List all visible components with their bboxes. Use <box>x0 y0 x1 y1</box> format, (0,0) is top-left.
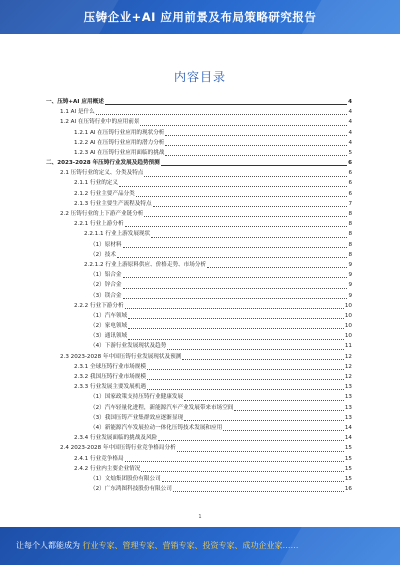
toc-leader <box>234 410 343 411</box>
toc-entry[interactable] <box>46 168 352 178</box>
toc-entry-page: 9 <box>348 261 352 268</box>
toc-leader <box>128 339 344 340</box>
toc-entry-label: （2）汽车轻量化进程，新能源汽车产业发展带来市场空间 <box>90 404 234 411</box>
toc-entry-page: 12 <box>344 374 352 381</box>
toc-entry-label: 2.2.1 行业上游分析 <box>74 221 124 228</box>
toc-entry-label: 2.2.1.1 行业上游发展现状 <box>84 231 151 238</box>
toc-entry-label: （2）技术 <box>90 251 116 258</box>
toc-entry-page: 13 <box>344 384 352 391</box>
toc-entry-page: 15 <box>344 445 352 452</box>
toc-entry-page: 13 <box>344 394 352 401</box>
toc-entry-label: 2.2.2 行业下游分析 <box>74 302 124 309</box>
toc-leader <box>147 389 344 390</box>
toc-entry-page: 14 <box>344 424 352 431</box>
toc-entry-page: 8 <box>348 251 352 258</box>
toc-entry-page: 4 <box>348 109 352 116</box>
toc-entry[interactable] <box>46 250 352 260</box>
toc-leader <box>153 206 348 207</box>
toc-heading: 内容目录 <box>173 70 226 84</box>
toc-entry[interactable] <box>46 311 352 321</box>
toc-leader <box>161 165 347 166</box>
toc-entry-label: 2.3.4 行业发展面临的挑战及风险 <box>74 435 158 442</box>
toc-entry-label: 2.3 2023-2028 年中国压铸行业发展现状及预测 <box>60 353 182 360</box>
toc-entry-page: 12 <box>344 363 352 370</box>
toc-entry-label: 2.2 压铸行业的上下游产业链分析 <box>60 211 144 218</box>
toc-entry-label: （3）我国压铸产业集群效应逐渐显现 <box>90 414 184 421</box>
toc-entry[interactable] <box>46 413 352 423</box>
toc-entry-label: 2.1 压铸行业的定义、分类及特点 <box>60 170 144 177</box>
toc-entry[interactable] <box>46 128 352 138</box>
toc-entry-label: （1）国家政策支持压铸行业健康发展 <box>90 394 184 401</box>
toc-entry-page: 10 <box>344 333 352 340</box>
toc-entry[interactable] <box>46 474 352 484</box>
toc-entry-label: （1）文灿集团股份有限公司 <box>90 475 161 482</box>
toc-leader <box>141 471 344 472</box>
toc-entry-label: （3）镁合金 <box>90 292 122 299</box>
toc-entry[interactable] <box>46 301 352 311</box>
toc-entry[interactable] <box>46 138 352 148</box>
toc-entry[interactable] <box>46 179 352 189</box>
toc-entry-page: 12 <box>344 353 352 360</box>
toc-entry-page: 6 <box>348 190 352 197</box>
toc-leader <box>119 186 347 187</box>
toc-leader <box>117 257 348 258</box>
toc-leader <box>173 491 344 492</box>
toc-entry-label: 2.4 2023-2028 年中国压铸行业竞争格局分析 <box>60 445 176 452</box>
header-banner <box>0 0 400 34</box>
toc-leader <box>177 451 344 452</box>
toc-entry-label: 1.2.3 AI 在压铸行业应用面临的挑战 <box>74 149 165 156</box>
toc-entry[interactable] <box>46 423 352 433</box>
toc-leader <box>147 379 344 380</box>
toc-entry-page: 9 <box>348 292 352 299</box>
toc-entry[interactable] <box>46 464 352 474</box>
toc-entry-page: 6 <box>348 180 352 187</box>
footer-slogan <box>16 540 299 551</box>
toc-entry-label: 一、压铸+AI 应用概述 <box>46 98 104 105</box>
toc-leader <box>147 369 344 370</box>
toc-entry[interactable] <box>46 403 352 413</box>
toc-entry-page: 4 <box>348 119 352 126</box>
toc-entry-label: （2）广东鸿图科技股份有限公司 <box>90 486 172 493</box>
toc-entry[interactable] <box>46 148 352 158</box>
toc-leader <box>123 298 348 299</box>
footer-slogan-highlight: 行业专家、管理专家、营销专家、投资专家、成功企业家…… <box>82 541 299 550</box>
toc-entry[interactable] <box>46 280 352 290</box>
toc-entry-page: 4 <box>348 98 352 105</box>
toc-entry[interactable] <box>46 362 352 372</box>
toc-entry-label: （4）下游行业发展现状及趋势 <box>90 343 167 350</box>
toc-entry[interactable] <box>46 199 352 209</box>
toc-entry[interactable] <box>46 219 352 229</box>
toc-leader <box>162 481 344 482</box>
toc-entry[interactable] <box>46 372 352 382</box>
toc-entry[interactable] <box>46 321 352 331</box>
toc-entry[interactable] <box>46 189 352 199</box>
toc-entry-label: 二、2023-2028 年压铸行业发展及趋势预测 <box>46 160 160 167</box>
toc-entry-label: 1.2.2 AI 在压铸行业应用的潜力分析 <box>74 139 165 146</box>
toc-leader <box>125 461 344 462</box>
footer-slogan-prefix: 让每个人都能成为 <box>16 541 80 550</box>
toc-leader <box>182 359 344 360</box>
toc-entry[interactable] <box>46 229 352 239</box>
toc-entry-page: 8 <box>348 231 352 238</box>
toc-entry-label: 2.3.1 全球压铸行业市场规模 <box>74 363 146 370</box>
toc-leader <box>165 145 347 146</box>
toc-entry-page: 7 <box>348 200 352 207</box>
toc-entry-page: 15 <box>344 455 352 462</box>
toc-entry-label: （4）新能源汽车发展拉动一体化压铸技术发展和应用 <box>90 424 223 431</box>
toc-entry-label: 2.1.2 行业主要产品分类 <box>74 190 135 197</box>
toc-entry-label: 2.2.1.2 行业上游原料供应、价格走势、市场分析 <box>84 261 207 268</box>
toc-leader <box>123 277 348 278</box>
toc-leader <box>207 267 347 268</box>
toc-entry-page: 14 <box>344 435 352 442</box>
toc-entry[interactable] <box>46 107 352 117</box>
toc-leader <box>128 328 344 329</box>
toc-entry-label: 1.1 AI 是什么 <box>60 109 95 116</box>
toc-entry-label: 2.3.3 行业发展主要发展机遇 <box>74 384 146 391</box>
toc-leader <box>151 237 347 238</box>
toc-entry[interactable] <box>46 209 352 219</box>
toc-leader <box>165 155 347 156</box>
toc-leader <box>167 349 344 350</box>
toc-entry-page: 4 <box>348 129 352 136</box>
toc-entry[interactable] <box>46 158 352 168</box>
toc-entry[interactable] <box>46 240 352 250</box>
toc-leader <box>144 176 347 177</box>
toc-entry[interactable] <box>46 352 352 362</box>
toc-entry-label: （3）通讯领域 <box>90 333 128 340</box>
toc-leader <box>223 430 344 431</box>
toc-entry-page: 10 <box>344 312 352 319</box>
toc-entry-page: 9 <box>348 272 352 279</box>
report-title: 压铸企业+AI 应用前景及布局策略研究报告 <box>83 10 317 24</box>
toc-entry-label: 2.1.1 行业的定义 <box>74 180 118 187</box>
toc-entry[interactable] <box>46 433 352 443</box>
toc-entry[interactable] <box>46 484 352 494</box>
toc-entry[interactable] <box>46 342 352 352</box>
toc-entry-label: （1）汽车领域 <box>90 312 128 319</box>
toc-entry-page: 8 <box>348 211 352 218</box>
toc-entry-label: （2）家电领域 <box>90 323 128 330</box>
toc-entry[interactable] <box>46 331 352 341</box>
toc-entry-label: 1.2 AI 在压铸行业中的应用前景 <box>60 119 140 126</box>
toc-entry-page: 8 <box>348 221 352 228</box>
toc-entry[interactable] <box>46 392 352 402</box>
toc-entry-page: 4 <box>348 139 352 146</box>
toc-entry-page: 6 <box>348 160 352 167</box>
toc-entry[interactable] <box>46 260 352 270</box>
toc-leader <box>184 400 344 401</box>
toc-entry-label: （2）锌合金 <box>90 282 122 289</box>
toc-entry-label: 2.4.2 行业内主要企业情况 <box>74 465 141 472</box>
toc-entry[interactable] <box>46 270 352 280</box>
toc-entry-page: 13 <box>344 404 352 411</box>
toc-entry-page: 11 <box>344 343 352 350</box>
toc-entry-label: （1）铝合金 <box>90 272 122 279</box>
toc-entry-label: 2.3.2 我国压铸行业市场规模 <box>74 374 146 381</box>
page-number: 1 <box>198 514 202 520</box>
toc-entry[interactable] <box>46 291 352 301</box>
toc-leader <box>165 135 347 136</box>
toc-entry-page: 8 <box>348 241 352 248</box>
toc-entry[interactable] <box>46 443 352 453</box>
toc-entry-label: 1.2.1 AI 在压铸行业应用的现状分析 <box>74 129 165 136</box>
toc-leader <box>158 440 344 441</box>
toc-leader <box>123 247 348 248</box>
toc-entry[interactable] <box>46 117 352 127</box>
toc-entry-page: 6 <box>348 170 352 177</box>
toc-entry-page: 10 <box>344 323 352 330</box>
toc-entry-page: 10 <box>344 302 352 309</box>
toc-leader <box>96 114 348 115</box>
toc-leader <box>105 104 347 105</box>
toc-entry-page: 16 <box>344 486 352 493</box>
toc-leader <box>144 216 347 217</box>
toc-leader <box>125 308 344 309</box>
toc-entry-label: （1）原材料 <box>90 241 122 248</box>
toc-entry-page: 15 <box>344 475 352 482</box>
toc-leader <box>136 196 348 197</box>
toc-entry[interactable] <box>46 97 352 107</box>
toc-entry[interactable] <box>46 382 352 392</box>
table-of-contents <box>46 97 352 494</box>
toc-entry-page: 13 <box>344 414 352 421</box>
toc-leader <box>123 288 348 289</box>
toc-entry-page: 9 <box>348 282 352 289</box>
toc-entry-label: 2.4.1 行业竞争格局 <box>74 455 124 462</box>
toc-leader <box>128 318 344 319</box>
toc-entry-label: 2.1.3 行业主要生产流程及特点 <box>74 200 152 207</box>
toc-entry-page: 5 <box>348 149 352 156</box>
footer-banner <box>0 527 400 565</box>
toc-leader <box>140 125 347 126</box>
toc-leader <box>125 226 348 227</box>
toc-entry-page: 15 <box>344 465 352 472</box>
toc-entry[interactable] <box>46 454 352 464</box>
toc-leader <box>184 420 344 421</box>
